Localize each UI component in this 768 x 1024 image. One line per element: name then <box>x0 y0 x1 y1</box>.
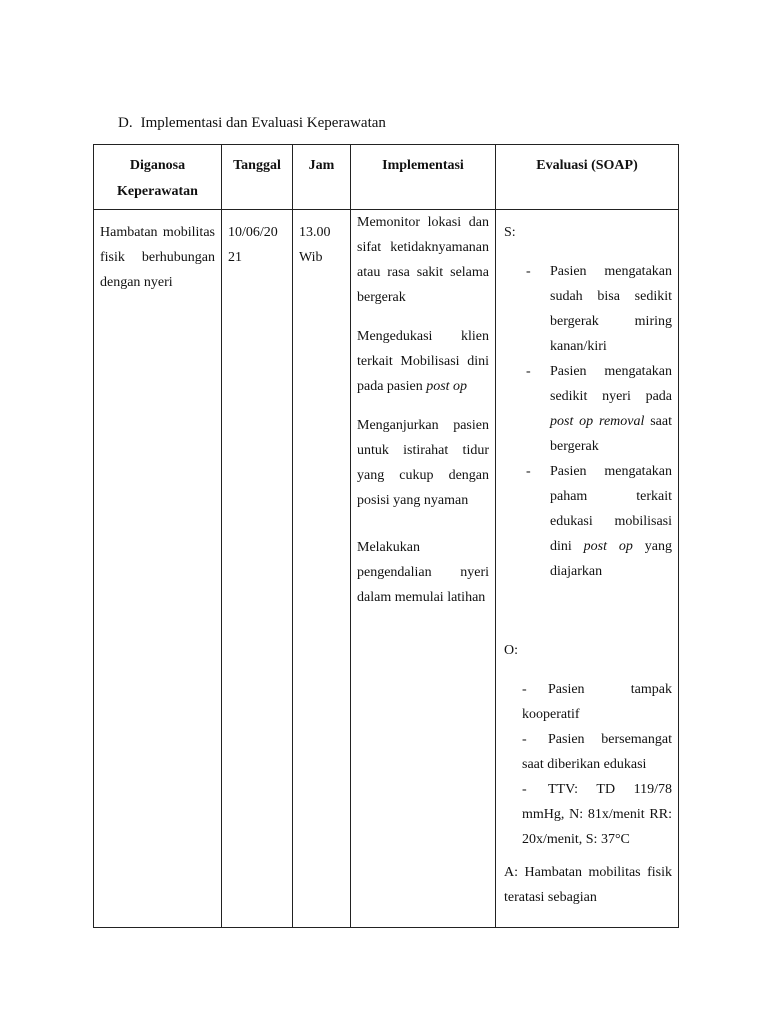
table-header-row <box>94 145 679 210</box>
section-title: Implementasi dan Evaluasi Keperawatan <box>140 115 386 131</box>
impl-item-3: Menganjurkan pasien untuk istirahat tidur yang cukup dengan posisi yang nyaman <box>357 418 489 508</box>
cell-implementation <box>351 210 496 928</box>
impl-item-2: Mengedukasi klien terkait Mobilisasi dini pada pasien post op <box>357 329 489 394</box>
soap-s-label: S: <box>504 225 516 240</box>
cell-time <box>293 210 351 928</box>
implementation-table <box>93 144 679 928</box>
section-letter: D. <box>118 115 133 131</box>
time-line-1: 13.00 <box>299 225 331 240</box>
diagnosis-text: Hambatan mobilitas fisik berhubungan dengan nyeri <box>100 225 215 290</box>
header-date: Tanggal <box>222 145 293 210</box>
cell-diagnosis <box>94 210 222 928</box>
list-item: - Pasien bersemangat saat diberikan edukasi <box>522 732 672 772</box>
header-implementation: Implementasi <box>351 145 496 210</box>
list-item: - Pasien mengatakan paham terkait edukasi mobilisasi dini post op yang diajarkan <box>526 464 673 579</box>
list-item: - Pasien mengatakan sudah bisa sedikit bergerak miring kanan/kiri <box>526 264 672 354</box>
impl-item-4: Melakukan pengendalian nyeri dalam memulai latihan <box>357 540 489 605</box>
header-time: Jam <box>293 145 351 210</box>
cell-date <box>222 210 293 928</box>
date-line-1: 10/06/20 <box>228 225 278 240</box>
header-diagnosis: Diganosa Keperawatan <box>94 145 222 210</box>
section-heading <box>118 113 386 133</box>
date-line-2: 21 <box>228 250 242 265</box>
table-row <box>94 210 679 928</box>
list-item: - Pasien tampak kooperatif <box>522 682 672 722</box>
header-evaluation: Evaluasi (SOAP) <box>496 145 679 210</box>
cell-evaluation <box>496 210 679 928</box>
soap-s-list <box>504 259 672 584</box>
soap-o-list <box>504 677 672 852</box>
soap-o-label: O: <box>504 643 518 658</box>
soap-a-text: A: Hambatan mobilitas fisik teratasi sebagian <box>504 865 672 905</box>
time-line-2: Wib <box>299 250 323 265</box>
impl-item-1: Memonitor lokasi dan sifat ketidaknyamanan atau rasa sakit selama bergerak <box>357 215 489 305</box>
list-item: - TTV: TD 119/78 mmHg, N: 81x/menit RR: 20x/menit, S: 37°C <box>522 782 672 847</box>
list-item: - Pasien mengatakan sedikit nyeri pada post op removal saat bergerak <box>526 364 672 454</box>
